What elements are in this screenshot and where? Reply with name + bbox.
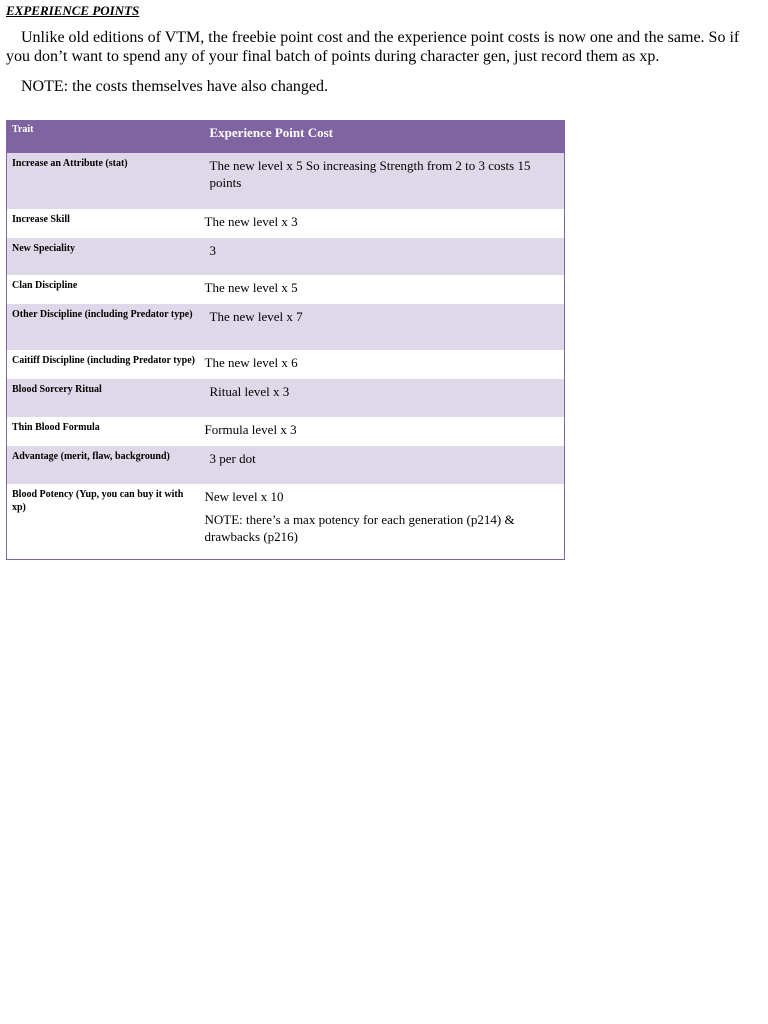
trait-cell: Clan Discipline: [7, 275, 201, 304]
cost-cell: Formula level x 3: [201, 417, 565, 446]
table-row: [7, 275, 565, 304]
trait-cell: Caitiff Discipline (including Predator type): [7, 350, 201, 379]
cost-note: NOTE: there’s a max potency for each generation (p214) & drawbacks (p216): [204, 512, 515, 544]
experience-cost-table: [6, 120, 565, 560]
note-paragraph: NOTE: the costs themselves have also changed.: [21, 78, 329, 95]
trait-cell: Advantage (merit, flaw, background): [7, 446, 201, 484]
trait-cell: Blood Potency (Yup, you can buy it with xp): [7, 484, 201, 560]
trait-cell: Increase Skill: [7, 209, 201, 238]
cost-text: New level x 10: [204, 489, 284, 504]
document-heading: EXPERIENCE POINTS: [6, 3, 140, 18]
trait-cell: Other Discipline (including Predator type): [7, 304, 201, 350]
header-cost: Experience Point Cost: [201, 120, 565, 153]
cost-cell: Ritual level x 3: [201, 379, 565, 417]
header-trait: Trait: [7, 120, 201, 153]
trait-cell: New Speciality: [7, 238, 201, 275]
cost-cell: The new level x 3: [201, 209, 565, 238]
table-row: [7, 446, 565, 484]
cost-cell: The new level x 5: [201, 275, 565, 304]
table-row: [7, 379, 565, 417]
table-row: [7, 209, 565, 238]
cost-cell: 3 per dot: [201, 446, 565, 484]
table-row: [7, 238, 565, 275]
cost-cell: The new level x 7: [201, 304, 565, 350]
cost-cell: 3: [201, 238, 565, 275]
table-row: [7, 350, 565, 379]
table-row: [7, 484, 565, 560]
table-row: [7, 304, 565, 350]
trait-cell: Blood Sorcery Ritual: [7, 379, 201, 417]
table-header-row: [7, 120, 565, 153]
trait-cell: Increase an Attribute (stat): [7, 153, 201, 209]
table-row: [7, 417, 565, 446]
cost-cell: The new level x 5 So increasing Strength from 2 to 3 costs 15 points: [201, 153, 565, 209]
cost-cell: The new level x 6: [201, 350, 565, 379]
trait-cell: Thin Blood Formula: [7, 417, 201, 446]
intro-paragraph: Unlike old editions of VTM, the freebie point cost and the experience point costs is now one and the same. So if you don’t want to spend any of your final batch of points during character gen, just record them as xp.: [6, 29, 740, 65]
table-row: [7, 153, 565, 209]
cost-cell: [201, 484, 565, 560]
